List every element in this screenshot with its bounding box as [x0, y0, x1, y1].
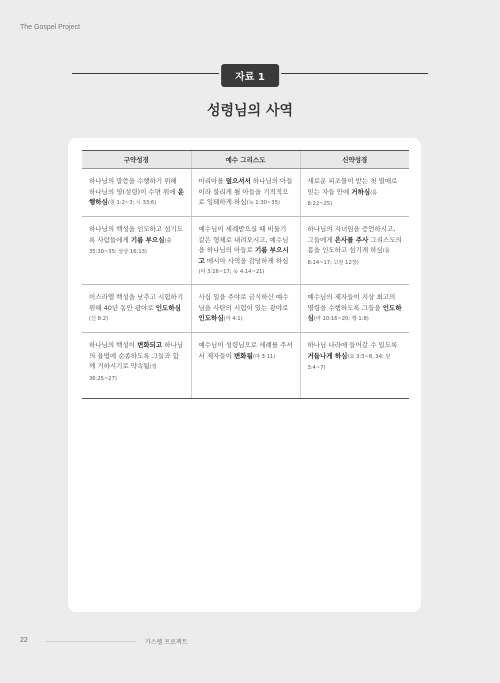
- column-header-new-testament: 신약성경: [300, 151, 409, 169]
- footer-rule: [46, 641, 136, 642]
- scripture-reference: (마 10:16~20; 행 1:8): [313, 316, 369, 322]
- cell-emphasis: 운행하심: [89, 187, 184, 206]
- table-row: [82, 169, 409, 217]
- table-header-row: [82, 151, 409, 169]
- table-row: [82, 333, 409, 399]
- footer-title: 가스펠 프로젝트: [145, 639, 188, 646]
- table-row: [82, 217, 409, 285]
- table-cell: [300, 217, 409, 285]
- cell-text: 예수님이 성령님으로 세례를 주셔서 제자들이: [198, 341, 293, 360]
- cell-emphasis: 거듭나게 하심: [307, 351, 348, 360]
- table-row: [82, 285, 409, 333]
- cell-text: 하나님의 백성이: [89, 341, 138, 349]
- cell-emphasis: 변화되고: [137, 341, 163, 349]
- cell-text: 예수님의 제자들이 지상 최고의 명령을 수행하도록 그들을: [307, 293, 396, 312]
- cell-text: 하나님의 율법에 순종하도록 그들과 함께 거하시기로 약속됨: [89, 341, 184, 370]
- scripture-reference: (마 3:11): [252, 353, 276, 360]
- cell-emphasis: 인도하심: [155, 303, 181, 312]
- cell-emphasis: 덮으셔서: [225, 177, 251, 185]
- cell-text: 그리스도의 몸을 인도하고 섬기게 하심: [307, 235, 402, 254]
- table-cell: [82, 285, 191, 333]
- comparison-table: [82, 150, 409, 399]
- page-number: 22: [20, 637, 28, 644]
- scripture-reference: (롬 8:22~25): [307, 189, 378, 207]
- cell-emphasis: 기름 부으심: [130, 235, 165, 244]
- table-cell: [191, 333, 300, 399]
- page-title: 성령님의 사역: [206, 103, 294, 119]
- scripture-reference: (신 8:2): [89, 316, 109, 322]
- table-cell: [82, 333, 191, 399]
- section-badge-row: [72, 62, 428, 84]
- cell-text: 예수님이 세례받으실 때 비둘기 같은 형체로 내려오시고, 예수님을 하나님의 아들로: [198, 225, 289, 254]
- table-cell: [191, 217, 300, 285]
- scripture-reference: (겔 36:25~27): [89, 364, 157, 382]
- cell-text: 하나님의 아들이라 불리게 될 아들을 기적적으로 잉태하게 하심: [198, 177, 293, 206]
- cell-text: 하나님 나라에 들어갈 수 있도록: [307, 341, 398, 349]
- cell-emphasis: 거하심: [351, 187, 371, 196]
- table-cell: [300, 333, 409, 399]
- scripture-reference: (롬 8:14~17; 고전 12장): [307, 248, 390, 266]
- table-cell: [300, 169, 409, 217]
- cell-emphasis: 기름 부으시고: [198, 246, 289, 265]
- cell-emphasis: 은사를 주사: [334, 235, 369, 244]
- table-cell: [191, 285, 300, 333]
- table-cell: [82, 169, 191, 217]
- content-card: [68, 138, 421, 612]
- cell-emphasis: 인도하심: [198, 314, 224, 322]
- cell-text: 메시아 사역을 감당하게 하심: [204, 256, 289, 265]
- running-header: The Gospel Project: [20, 24, 80, 31]
- cell-text: 하나님의 백성을 인도하고 섬기도록 사람들에게: [89, 225, 184, 244]
- cell-text: 마리아를: [198, 177, 226, 185]
- cell-text: 새로운 피조물이 받는 첫 열매로 믿는 자들 안에: [307, 177, 398, 196]
- cell-emphasis: 인도하심: [307, 303, 402, 322]
- scripture-reference: (눅 1:30~35): [246, 200, 280, 206]
- cell-text: 사십 일을 주야로 금식하신 예수님을 사탄의 시험이 있는 광야로: [198, 293, 289, 312]
- table-cell: [191, 169, 300, 217]
- column-header-jesus-christ: 예수 그리스도: [191, 151, 300, 169]
- cell-emphasis: 변화됨: [234, 351, 253, 360]
- scripture-reference: (마 3:16~17; 눅 4:14~21): [198, 269, 265, 275]
- scripture-reference: (출 35:30~35; 삼상 16:13): [89, 237, 172, 255]
- cell-text: 하나님의 자녀임을 증언하시고, 그들에게: [307, 225, 396, 244]
- cell-text: 이스라엘 백성을 낮추고 시험하기 위해 40년 동안 광야로: [89, 293, 184, 312]
- table-cell: [300, 285, 409, 333]
- scripture-reference: (창 1:2~3; 시 33:6): [107, 200, 157, 206]
- table-cell: [82, 217, 191, 285]
- scripture-reference: (요 3:3~8, 34; 딛 3:4~7): [307, 353, 391, 371]
- cell-text: 하나님의 말씀을 수행하기 위해 하나님의 영(성령)이 수면 위에: [89, 177, 178, 196]
- scripture-reference: (마 4:1): [223, 316, 243, 322]
- section-badge: 자료 1: [219, 62, 281, 89]
- column-header-old-testament: 구약성경: [82, 151, 191, 169]
